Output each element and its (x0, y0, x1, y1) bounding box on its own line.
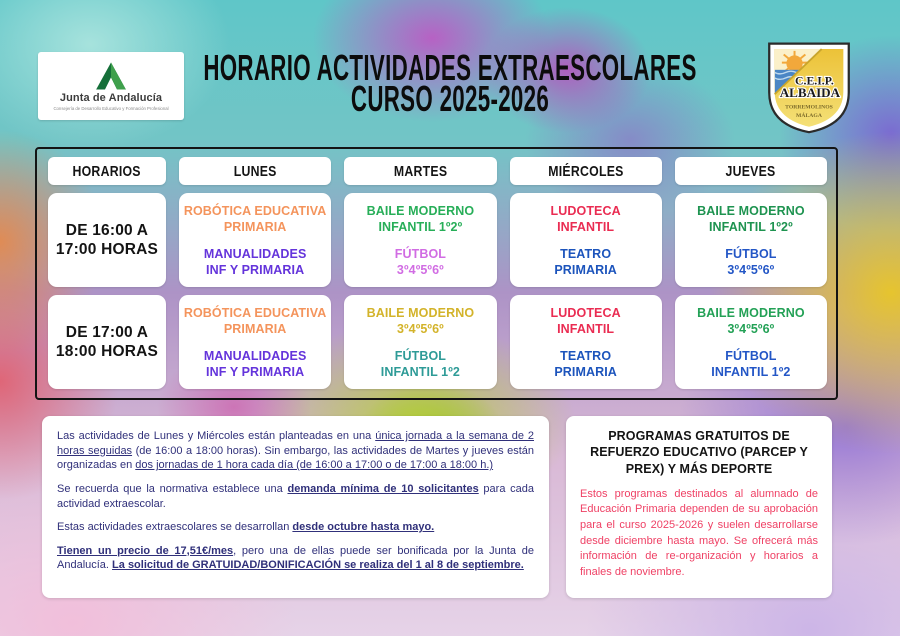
activity-cell-miercoles-row2 (510, 295, 662, 389)
info-text-segment: La solicitud de GRATUIDAD/BONIFICACIÓN se realiza del 1 al 8 de septiembre. (112, 559, 524, 572)
activity-line: 3º4º5º6º (396, 262, 444, 277)
activity-line: INF Y PRIMARIA (206, 364, 305, 379)
activity-line: BAILE MODERNO (366, 305, 475, 320)
column-header-martes (344, 157, 496, 185)
activity-futbol (725, 246, 776, 278)
activity-teatro (554, 348, 617, 380)
info-text-segment: Se recuerda que la normativa establece una (57, 482, 288, 495)
junta-logo-name: Junta de Andalucía (59, 92, 163, 105)
activity-cell-martes-row2 (344, 295, 496, 389)
time-slot-line: 18:00 HORAS (55, 343, 159, 360)
school-name-albaida: ALBAIDA (779, 84, 841, 100)
column-header-miercoles (510, 157, 662, 185)
activity-line: INFANTIL 1º2º (378, 219, 463, 234)
activity-robotica-educativa (184, 203, 327, 235)
info-box-activities (42, 416, 549, 598)
info-text-segment: Las actividades de Lunes y Miércoles están planteadas en una (57, 430, 376, 442)
activity-line: LUDOTECA (550, 203, 621, 218)
activity-line: MANUALIDADES (203, 348, 307, 363)
activity-line: FÚTBOL (394, 246, 447, 261)
activity-line: PRIMARIA (223, 219, 287, 234)
activity-cell-lunes-row2 (179, 295, 331, 389)
activity-futbol (395, 246, 446, 278)
activity-line: PRIMARIA (554, 262, 617, 277)
column-header-label: HORARIOS (72, 162, 142, 180)
activity-line: INF Y PRIMARIA (206, 262, 305, 277)
activity-line: INFANTIL (557, 219, 615, 234)
activity-line: INFANTIL (557, 321, 615, 336)
time-slot-line: DE 17:00 A (65, 323, 149, 341)
time-slot-line: DE 16:00 A (65, 221, 149, 239)
activity-manualidades (204, 246, 307, 278)
activity-line: FÚTBOL (394, 348, 447, 363)
activity-line: INFANTIL 1º2 (711, 364, 791, 379)
activity-line: 3º4º5º6º (727, 321, 775, 336)
school-city: TORREMOLINOS (785, 104, 833, 111)
info-paragraph-4 (57, 544, 534, 573)
time-slot-1 (48, 193, 166, 287)
activity-cell-jueves-row2 (675, 295, 827, 389)
poster-title-line1: HORARIO ACTIVIDADES EXTRAESCOLARES (203, 47, 697, 88)
column-header-label: JUEVES (725, 162, 776, 180)
activity-line: MANUALIDADES (203, 246, 307, 261)
info-text-segment: única jornada a la semana de 2 horas seguidas (57, 430, 534, 457)
info-paragraph-1 (57, 429, 534, 473)
school-province: MÁLAGA (796, 112, 822, 119)
activity-baile-moderno (697, 203, 805, 235)
time-slot-line: 17:00 HORAS (55, 241, 159, 258)
activity-line: INFANTIL 1º2 (380, 364, 460, 379)
activity-line: 3º4º5º6º (396, 321, 444, 336)
activity-cell-lunes-row1 (179, 193, 331, 287)
info-box-programs (566, 416, 832, 598)
activity-line: TEATRO (560, 348, 612, 363)
activity-line: TEATRO (560, 246, 612, 261)
activity-cell-jueves-row1 (675, 193, 827, 287)
activity-baile-moderno (697, 305, 805, 337)
school-name-ceip: C.E.I.P. (795, 74, 834, 88)
activity-line: BAILE MODERNO (697, 203, 805, 218)
programs-title: PROGRAMAS GRATUITOS DE REFUERZO EDUCATIVO (PARCEP Y PREX) Y MÁS DEPORTE (590, 429, 808, 476)
activity-futbol (711, 348, 790, 380)
school-shield-icon (762, 40, 856, 134)
column-header-lunes (179, 157, 331, 185)
column-header-label: MIÉRCOLES (547, 162, 624, 180)
column-header-label: MARTES (393, 162, 448, 180)
activity-line: FÚTBOL (725, 246, 777, 261)
info-paragraph-2 (57, 482, 534, 511)
poster-title-line2: CURSO 2025-2026 (350, 78, 550, 119)
activity-teatro (554, 246, 617, 278)
junta-logo-tagline: Consejería de Desarrollo Educativo y Formación Profesional (53, 105, 169, 111)
activity-futbol (381, 348, 460, 380)
activity-line: BAILE MODERNO (697, 305, 805, 320)
activity-baile-moderno (367, 203, 475, 235)
activity-line: ROBÓTICA EDUCATIVA (183, 305, 327, 320)
info-text-segment: , pero una de ellas puede ser bonificada por la Junta de Andalucía. (57, 544, 534, 572)
info-paragraph-3 (57, 520, 534, 535)
activity-cell-miercoles-row1 (510, 193, 662, 287)
activity-line: PRIMARIA (554, 364, 617, 379)
activity-robotica-educativa (184, 305, 327, 337)
activity-line: ROBÓTICA EDUCATIVA (183, 203, 327, 218)
column-header-jueves (675, 157, 827, 185)
time-slot-2 (48, 295, 166, 389)
ceip-albaida-logo (762, 40, 856, 134)
activity-line: BAILE MODERNO (366, 203, 475, 218)
activity-baile-moderno (367, 305, 475, 337)
activity-ludoteca (551, 305, 621, 337)
info-text-segment: Estas actividades extraescolares se desarrollan (57, 521, 293, 534)
info-text-segment: dos jornadas de 1 hora cada día (de 16:00 a 17:00 o de 17:00 a 18:00 h.) (135, 459, 494, 472)
programs-body: Estos programas destinados al alumnado de Educación Primaria dependen de su aprobación para el curso 2025-2026 y suelen desarrollarse desde diciembre hasta mayo. Se ofrecerá más información de re-organización y horarios a finales de noviembre. (580, 487, 818, 578)
column-header-label: LUNES (233, 162, 277, 180)
info-text-segment: (de 16:00 a 18:00 horas). Sin embargo, las actividades de Martes y jueves están organizadas en (57, 444, 534, 472)
info-text-segment: para cada actividad extraescolar. (57, 482, 535, 510)
activity-ludoteca (551, 203, 621, 235)
activity-line: FÚTBOL (725, 348, 777, 363)
activity-line: PRIMARIA (223, 321, 287, 336)
info-text-segment: Tienen un precio de 17,51€/mes (57, 544, 234, 557)
info-text-segment: demanda mínima de 10 solicitantes (287, 482, 479, 495)
activity-line: INFANTIL 1º2º (708, 219, 793, 234)
schedule-table (35, 147, 838, 400)
column-header-horarios (48, 157, 166, 185)
info-text-segment: desde octubre hasta mayo. (292, 521, 435, 534)
activity-manualidades (204, 348, 307, 380)
activity-line: 3º4º5º6º (727, 262, 775, 277)
activity-line: LUDOTECA (550, 305, 621, 320)
activity-cell-martes-row1 (344, 193, 496, 287)
schedule-grid (48, 157, 827, 389)
